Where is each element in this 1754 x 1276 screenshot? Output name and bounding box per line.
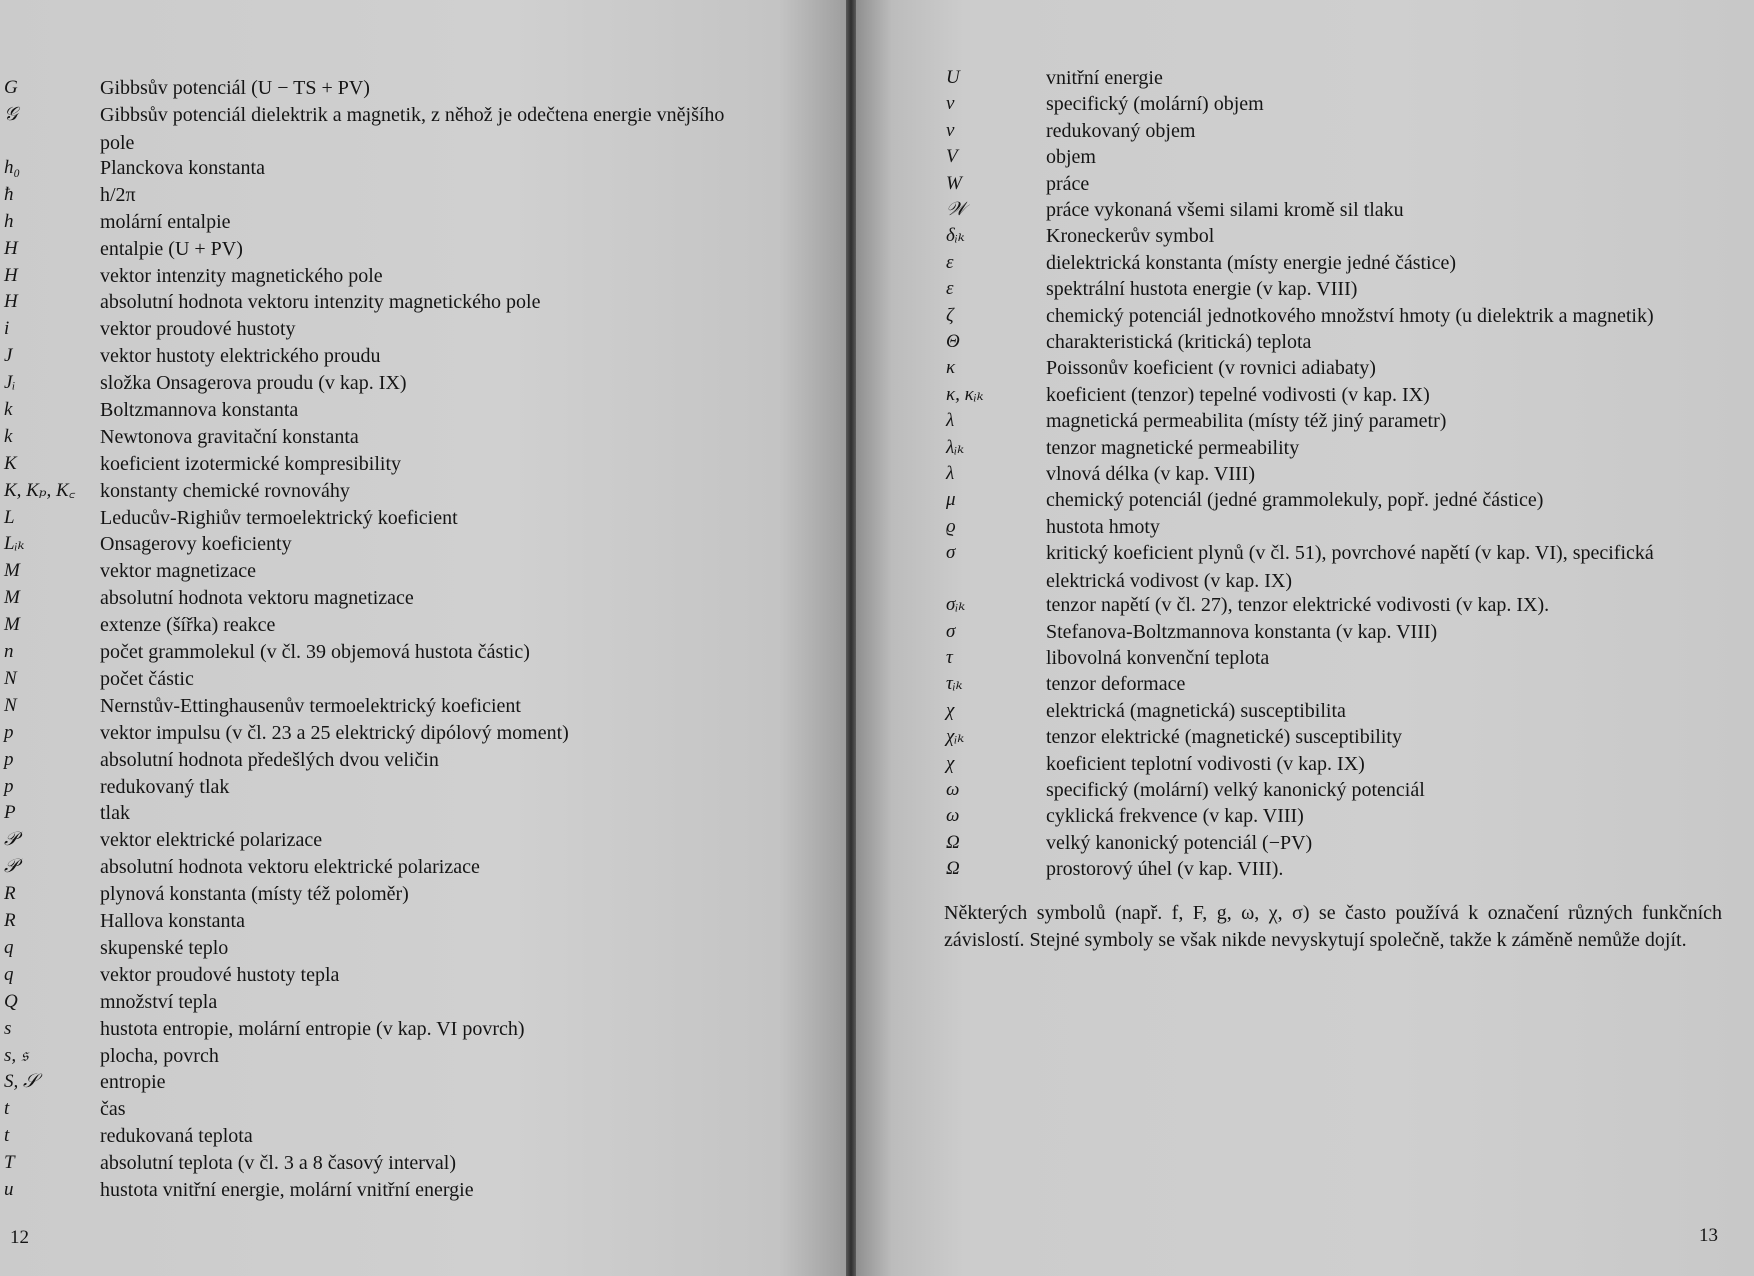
symbol-description: Leducův-Righiův termoelektrický koeficient <box>100 507 458 529</box>
symbol: 𝒫 <box>4 829 18 850</box>
symbol: ε <box>946 252 954 273</box>
symbol: t <box>4 1098 10 1119</box>
symbol-description: hustota entropie, molární entropie (v kap. VI povrch) <box>100 1018 525 1040</box>
page-number-left: 12 <box>10 1227 29 1248</box>
symbol-description: vlnová délka (v kap. VIII) <box>1046 463 1256 485</box>
symbol: p <box>4 722 14 743</box>
symbol-description: chemický potenciál jednotkového množství hmoty (u dielektrik a magnetik) <box>1046 305 1654 327</box>
symbol: H <box>4 238 18 259</box>
symbol: λ <box>946 463 955 484</box>
symbol-description: absolutní hodnota vektoru elektrické polarizace <box>100 856 480 878</box>
symbol-description: extenze (šířka) reakce <box>100 614 276 636</box>
symbol-description: spektrální hustota energie (v kap. VIII) <box>1046 278 1358 300</box>
symbol-description: Boltzmannova konstanta <box>100 399 299 421</box>
symbol: ε <box>946 278 954 299</box>
symbol: τᵢₖ <box>946 673 963 694</box>
symbol: L <box>4 507 15 528</box>
symbol-description: chemický potenciál (jedné grammolekuly, popř. jedné částice) <box>1046 489 1544 511</box>
symbol: W <box>946 173 962 194</box>
symbol: K <box>4 453 17 474</box>
symbol-description: molární entalpie <box>100 211 231 233</box>
symbol-description: hustota vnitřní energie, molární vnitřní energie <box>100 1179 474 1201</box>
left-page <box>0 0 846 1276</box>
symbol: σᵢₖ <box>946 594 966 615</box>
symbol: κ, κᵢₖ <box>946 384 984 405</box>
symbol-description: práce <box>1046 173 1090 195</box>
symbol-description: konstanty chemické rovnováhy <box>100 480 350 502</box>
symbol: h <box>4 211 14 232</box>
symbol-description: koeficient izotermické kompresibility <box>100 453 402 475</box>
symbol: q <box>4 937 14 958</box>
symbol-description: vektor proudové hustoty tepla <box>100 964 340 986</box>
symbol-description: absolutní hodnota předešlých dvou veličin <box>100 749 439 771</box>
symbol-description: počet částic <box>100 668 194 690</box>
symbol: ϱ <box>946 516 956 537</box>
symbol-description: Gibbsův potenciál dielektrik a magnetik, z něhož je odečtena energie vnějšího pole <box>100 104 725 154</box>
symbol-description: Nernstův-Ettinghausenův termoelektrický koeficient <box>100 695 521 717</box>
symbol: P <box>4 802 16 823</box>
symbol-description: složka Onsagerova proudu (v kap. IX) <box>100 372 407 394</box>
symbol-description: redukovaný tlak <box>100 776 230 798</box>
symbol-description: kritický koeficient plynů (v čl. 51), povrchové napětí (v kap. VI), specifická elektrická vodivost (v kap. IX) <box>1046 542 1654 592</box>
symbol-description: Kroneckerův symbol <box>1046 225 1215 247</box>
symbol: i <box>4 318 10 339</box>
symbol-description: tenzor magnetické permeability <box>1046 437 1300 459</box>
symbol: λ <box>946 410 955 431</box>
symbol-description: plocha, povrch <box>100 1045 219 1067</box>
symbol: k <box>4 399 13 420</box>
symbol: σ <box>946 542 956 563</box>
symbol: ω <box>946 779 960 800</box>
symbol-description: vektor impulsu (v čl. 23 a 25 elektrický dipólový moment) <box>100 722 569 744</box>
symbol: q <box>4 964 14 985</box>
symbol-description: čas <box>100 1098 126 1120</box>
symbol: χ <box>946 753 955 774</box>
symbol: p <box>4 776 14 797</box>
symbol-description: Hallova konstanta <box>100 910 245 932</box>
symbol-description: vektor elektrické polarizace <box>100 829 323 851</box>
symbol: v <box>946 120 955 141</box>
symbol: N <box>4 695 17 716</box>
symbol-description: elektrická (magnetická) susceptibilita <box>1046 700 1346 722</box>
symbol: S, 𝒮 <box>4 1071 38 1092</box>
symbol: U <box>946 67 960 88</box>
symbol-description: vektor proudové hustoty <box>100 318 296 340</box>
symbol-description: tenzor deformace <box>1046 673 1186 695</box>
symbol-description: Poissonův koeficient (v rovnici adiabaty) <box>1046 357 1376 379</box>
symbol: V <box>946 146 958 167</box>
symbol: R <box>4 883 16 904</box>
symbol-description: cyklická frekvence (v kap. VIII) <box>1046 805 1304 827</box>
symbol-description: vektor hustoty elektrického proudu <box>100 345 381 367</box>
symbol: Lᵢₖ <box>4 533 25 554</box>
page-number-right: 13 <box>1699 1225 1718 1246</box>
symbol-description: plynová konstanta (místy též poloměr) <box>100 883 409 905</box>
symbol: u <box>4 1179 14 1200</box>
symbol-description: velký kanonický potenciál (−PV) <box>1046 832 1313 854</box>
symbol-description: vnitřní energie <box>1046 67 1163 89</box>
symbol-description: koeficient teplotní vodivosti (v kap. IX) <box>1046 753 1365 775</box>
symbol-description: práce vykonaná všemi silami kromě sil tlaku <box>1046 199 1404 221</box>
symbol-description: počet grammolekul (v čl. 39 objemová hustota částic) <box>100 641 530 663</box>
symbol-description: absolutní hodnota vektoru magnetizace <box>100 587 414 609</box>
symbol-description: vektor intenzity magnetického pole <box>100 265 383 287</box>
symbol: Jᵢ <box>4 372 16 393</box>
symbol: n <box>4 641 14 662</box>
right-page <box>856 0 1754 1276</box>
symbol: H <box>4 291 18 312</box>
symbol-description: prostorový úhel (v kap. VIII). <box>1046 858 1284 880</box>
symbol: 𝒫 <box>4 856 18 877</box>
symbol-description: absolutní teplota (v čl. 3 a 8 časový interval) <box>100 1152 457 1174</box>
symbol: Q <box>4 991 18 1012</box>
symbol-description: koeficient (tenzor) tepelné vodivosti (v kap. IX) <box>1046 384 1430 406</box>
symbol-description: magnetická permeabilita (místy též jiný parametr) <box>1046 410 1447 432</box>
symbol-description: objem <box>1046 146 1096 168</box>
symbol: M <box>4 614 20 635</box>
symbol-description: entropie <box>100 1071 166 1093</box>
symbol-description: tenzor elektrické (magnetické) susceptibility <box>1046 726 1402 748</box>
symbol-description: tenzor napětí (v čl. 27), tenzor elektrické vodivosti (v kap. IX). <box>1046 594 1550 616</box>
symbol: s <box>4 1018 12 1039</box>
symbol: K, Kₚ, K꜀ <box>4 480 76 501</box>
symbol: N <box>4 668 17 689</box>
symbol: J <box>4 345 13 366</box>
symbol-description: entalpie (U + PV) <box>100 238 243 260</box>
symbol-description: vektor magnetizace <box>100 560 257 582</box>
symbol-description: dielektrická konstanta (místy energie jedné částice) <box>1046 252 1457 274</box>
symbol-description: Onsagerovy koeficienty <box>100 533 292 555</box>
symbol: M <box>4 587 20 608</box>
symbol-description: množství tepla <box>100 991 218 1013</box>
symbol-description: redukovaná teplota <box>100 1125 253 1147</box>
symbol: τ <box>946 647 953 668</box>
symbol: G <box>4 77 18 98</box>
symbol: k <box>4 426 13 447</box>
symbol: ζ <box>946 305 954 326</box>
symbol: χᵢₖ <box>946 726 965 747</box>
footnote-paragraph: Některých symbolů (např. f, F, g, ω, χ, σ) se často používá k označení různých funkčních závislostí. Stejné symboly se však nikde nevyskytují společně, takže k záměně nemůže dojít. <box>944 902 1722 951</box>
symbol-description: tlak <box>100 802 130 824</box>
symbol-description: libovolná konvenční teplota <box>1046 647 1270 669</box>
symbol: 𝒢 <box>4 104 18 125</box>
symbol: s, 𝔰 <box>4 1045 29 1066</box>
symbol-description: redukovaný objem <box>1046 120 1196 142</box>
symbol-description: Stefanova-Boltzmannova konstanta (v kap. VIII) <box>1046 621 1438 643</box>
symbol: M <box>4 560 20 581</box>
symbol: Θ <box>946 331 960 352</box>
symbol: λᵢₖ <box>946 437 965 458</box>
symbol-description: hustota hmoty <box>1046 516 1160 538</box>
symbol-description: specifický (molární) objem <box>1046 93 1264 115</box>
symbol: h₀ <box>4 157 21 178</box>
symbol-description: Newtonova gravitační konstanta <box>100 426 359 448</box>
book-gutter <box>846 0 856 1276</box>
symbol: p <box>4 749 14 770</box>
symbol: κ <box>946 357 956 378</box>
symbol-description: h/2π <box>100 184 136 206</box>
symbol-description: Planckova konstanta <box>100 157 265 179</box>
symbol-description: charakteristická (kritická) teplota <box>1046 331 1312 353</box>
symbol-description: specifický (molární) velký kanonický potenciál <box>1046 779 1425 801</box>
symbol: v <box>946 93 955 114</box>
symbol-description: Gibbsův potenciál (U − TS + PV) <box>100 77 370 99</box>
symbol: R <box>4 910 16 931</box>
symbol: Ω <box>946 832 960 853</box>
symbol: χ <box>946 700 955 721</box>
symbol: ħ <box>4 184 14 205</box>
symbol: ω <box>946 805 960 826</box>
symbol: μ <box>946 489 956 510</box>
symbol: σ <box>946 621 956 642</box>
symbol: H <box>4 265 18 286</box>
symbol-description: skupenské teplo <box>100 937 229 959</box>
symbol: t <box>4 1125 10 1146</box>
symbol-description: absolutní hodnota vektoru intenzity magnetického pole <box>100 291 541 313</box>
symbol: T <box>4 1152 15 1173</box>
symbol: δᵢₖ <box>946 225 965 246</box>
symbol: Ω <box>946 858 960 879</box>
symbol: 𝒲 <box>946 199 966 220</box>
